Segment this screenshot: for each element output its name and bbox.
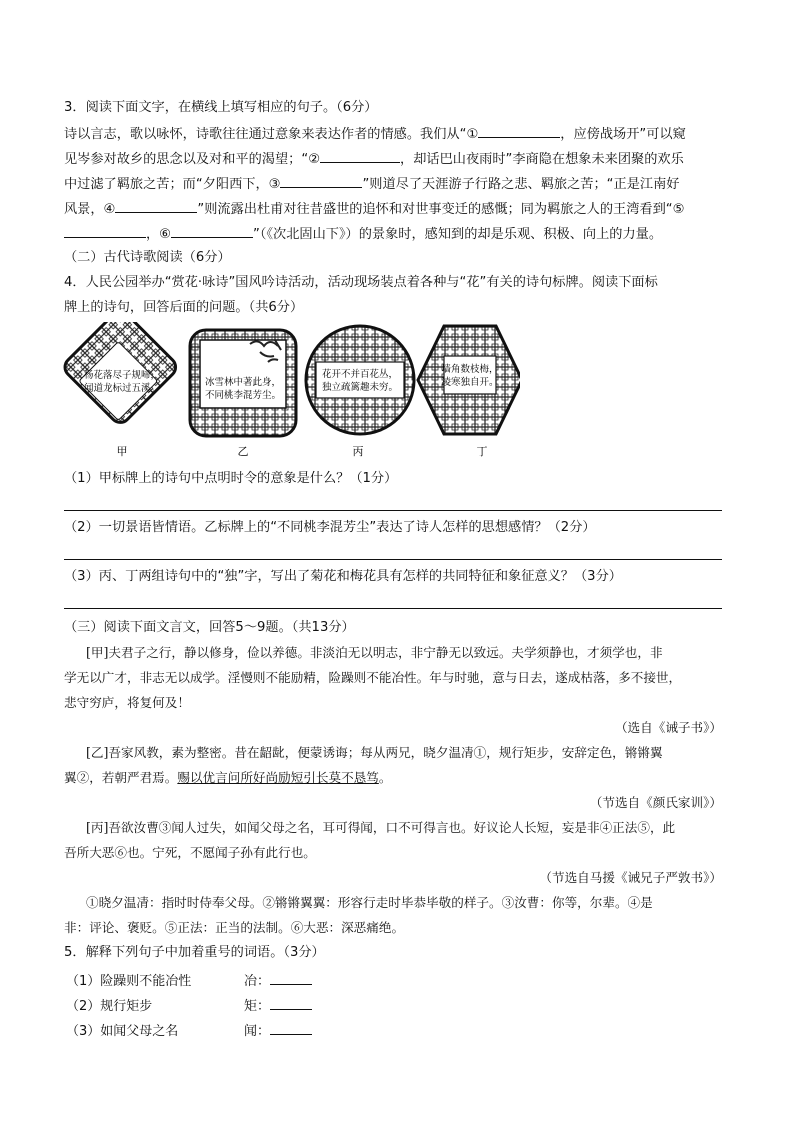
q4-sub2: （2）一切景语皆情语。乙标牌上的“不同桃李混芳尘”表达了诗人怎样的思想感情？（2分） xyxy=(64,520,596,535)
passage-source: （节选自马援《诫兄子严敦书》） xyxy=(539,870,722,885)
q3-line xyxy=(64,123,686,145)
q5-key xyxy=(244,1020,312,1039)
plaque-label: 丙 xyxy=(352,445,364,458)
plaque-ding xyxy=(418,326,520,458)
q4-stem: 4．人民公园举办“赏花·咏诗”国风吟诗活动，活动现场装点着各种与“花”有关的诗句标牌。阅读下面标 xyxy=(64,275,658,290)
plaque-label: 丁 xyxy=(476,445,488,458)
blank-5[interactable] xyxy=(64,223,146,238)
plaque-line1: 花开不并百花丛， xyxy=(321,369,399,380)
plaque-line2: 凌寒独自开。 xyxy=(441,377,499,388)
plaque-panel xyxy=(444,356,496,394)
q3-text: ”则道尽了天涯游子行路之悲、羁旅之苦；“正是江南好 xyxy=(362,177,680,192)
passage-text: 。 xyxy=(378,770,392,785)
plaque-line1: 杨花落尽子规啼， xyxy=(83,370,161,381)
plaques-figure xyxy=(60,322,520,462)
plaque-label: 甲 xyxy=(116,445,128,458)
answer-line[interactable] xyxy=(64,510,722,511)
q3-text: 诗以言志，歌以咏怀，诗歌往往通过意象来表达作者的情感。我们从“① xyxy=(64,127,479,142)
q3-line xyxy=(64,148,684,170)
plaque-line2: 闻道龙标过五溪。 xyxy=(83,383,161,394)
plaque-bing xyxy=(306,326,414,458)
q3-text: ，应傍战场开”可以窥 xyxy=(560,127,686,142)
answer-blank[interactable] xyxy=(270,1020,312,1035)
plaque-yi xyxy=(190,330,296,458)
q3-text: ，⑥ xyxy=(146,227,172,242)
key-word: 矩： xyxy=(244,999,271,1014)
answer-blank[interactable] xyxy=(270,970,312,985)
q5-key xyxy=(244,995,312,1014)
q5-key xyxy=(244,970,312,989)
q3-text: 风景，④ xyxy=(64,202,116,217)
q5-title: 5．解释下列句子中加着重号的词语。（3分） xyxy=(64,945,325,960)
passage-line: 学无以广才，非志无以成学。淫慢则不能励精，险躁则不能冶性。年与时驰，意与日去，遂成枯落，多不接世， xyxy=(64,670,682,685)
q3-line xyxy=(64,198,684,220)
q4-sub1: （1）甲标牌上的诗句中点明时令的意象是什么？（1分） xyxy=(64,471,398,486)
underlined-sentence: 赐以优言问所好尚励短引长莫不恳笃 xyxy=(177,770,379,785)
answer-line[interactable] xyxy=(64,559,722,560)
plaque-line1: 冰雪林中著此身， xyxy=(204,377,282,388)
plaque-line1: 墙角数枝梅， xyxy=(441,364,499,375)
q5-item: （2）规行矩步 xyxy=(66,999,153,1014)
q3-line xyxy=(64,173,679,195)
key-word: 闻： xyxy=(244,1024,271,1039)
plaque-line2: 独立疏篱趣未穷。 xyxy=(321,382,399,393)
q3-title: 3．阅读下面文字，在横线上填写相应的句子。（6分） xyxy=(64,100,378,115)
q3-text: ”（《次北固山下》）的景象时，感知到的却是乐观、积极、向上的力量。 xyxy=(253,227,663,242)
q5-item: （1）险躁则不能冶性 xyxy=(66,974,192,989)
q3-line xyxy=(64,223,662,245)
q4-stem: 牌上的诗句，回答后面的问题。（共6分） xyxy=(64,300,304,315)
q3-text: 中过滤了羁旅之苦；而“夕阳西下，③ xyxy=(64,177,281,192)
blank-1[interactable] xyxy=(478,123,560,138)
passage-line xyxy=(64,768,391,788)
passage-source: （节选自《颜氏家训》） xyxy=(589,795,722,810)
plaque-label: 乙 xyxy=(237,445,249,458)
passage-line: [甲]夫君子之行，静以修身，俭以养德。非淡泊无以明志，非宁静无以致远。夫学须静也，才须学也，非 xyxy=(86,645,663,660)
q5-item: （3）如闻父母之名 xyxy=(66,1024,179,1039)
passage-source: （选自《诫子书》） xyxy=(614,720,722,735)
section-heading: （二）古代诗歌阅读（6分） xyxy=(64,250,231,265)
passage-line: [乙]吾家风教，素为整密。昔在龆龀，便蒙诱诲；每从两兄，晓夕温凊①，规行矩步，安辞定色，锵锵翼 xyxy=(86,745,663,760)
q3-text: ”则流露出杜甫对往昔盛世的追怀和对世事变迁的感慨；同为羁旅之人的王湾看到“⑤ xyxy=(197,202,685,217)
blank-4[interactable] xyxy=(115,198,197,213)
q3-text: 见岑参对故乡的思念以及对和平的渴望；“② xyxy=(64,152,321,167)
annotation-line: ①晓夕温凊：指时时侍奉父母。②锵锵翼翼：形容行走时毕恭毕敬的样子。③汝曹：你等，尔辈。④是 xyxy=(86,895,653,910)
blank-3[interactable] xyxy=(280,173,362,188)
passage-line: 吾所大恶⑥也。宁死，不愿闻子孙有此行也。 xyxy=(64,845,316,860)
passage-line: [丙]吾欲汝曹③闻人过失，如闻父母之名，耳可得闻，口不可得言也。好议论人长短，妄是非④正法⑤，此 xyxy=(86,820,676,835)
blank-2[interactable] xyxy=(320,148,400,163)
section-heading: （三）阅读下面文言文，回答5～9题。（共13分） xyxy=(64,620,355,635)
blank-6[interactable] xyxy=(171,223,253,238)
answer-blank[interactable] xyxy=(270,995,312,1010)
annotation-line: 非：评论、褒贬。⑤正法：正当的法制。⑥大恶：深恶痛绝。 xyxy=(64,920,405,935)
q4-sub3: （3）丙、丁两组诗句中的“独”字，写出了菊花和梅花具有怎样的共同特征和象征意义？（3分） xyxy=(64,569,622,584)
key-word: 冶： xyxy=(244,974,271,989)
plaque-line2: 不同桃李混芳尘。 xyxy=(204,390,282,401)
passage-text: 翼②，若朝严君焉。 xyxy=(64,770,178,785)
answer-line[interactable] xyxy=(64,608,722,609)
passage-line: 悲守穷庐，将复何及！ xyxy=(64,695,190,710)
plaque-jia xyxy=(61,322,180,458)
q3-text: ，却话巴山夜雨时”李商隐在想象未来团聚的欢乐 xyxy=(400,152,684,167)
